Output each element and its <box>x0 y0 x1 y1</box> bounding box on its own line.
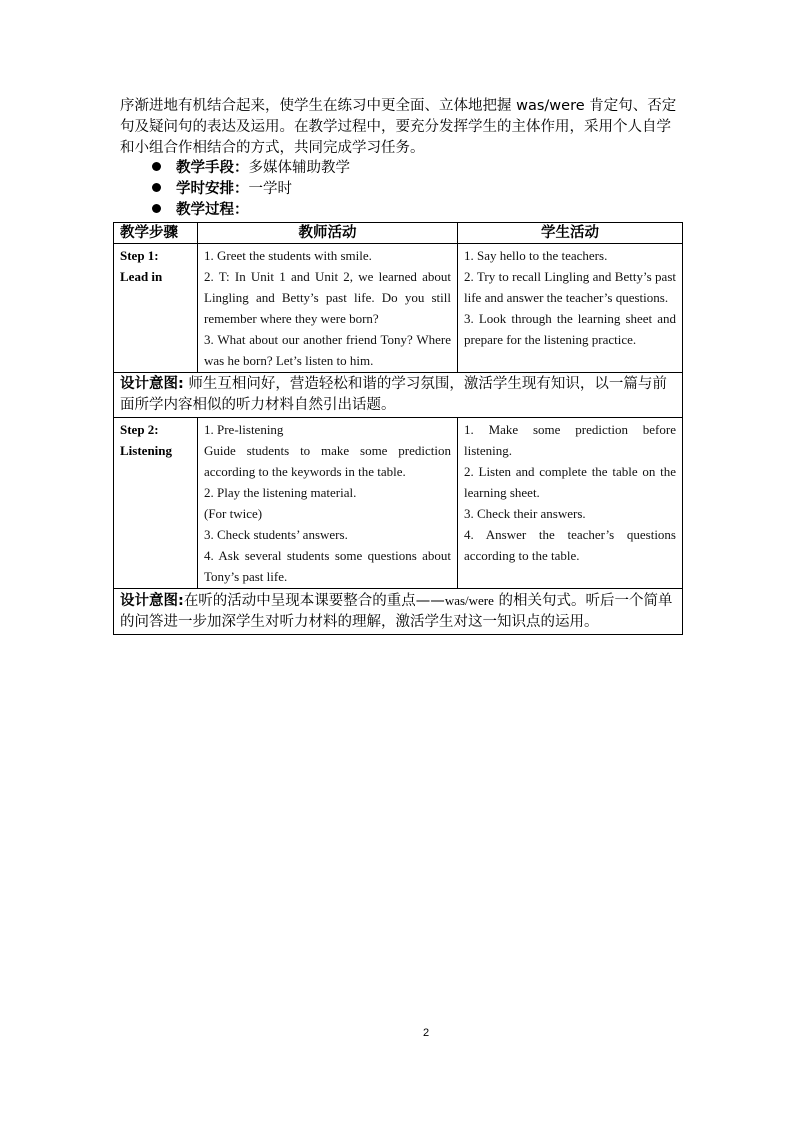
bullet-label: 教学手段： <box>176 160 249 176</box>
intro-paragraph: 序渐进地有机结合起来，使学生在练习中更全面、立体地把握 was/were 肯定句、否定句及疑问句的表达及运用。在教学过程中，要充分发挥学生的主体作用，采用个人自学和小组合作相结合的方式，共同完成学习任务。 <box>120 98 677 156</box>
step2-teacher-activity <box>198 418 458 589</box>
header-student-activity: 学生活动 <box>458 223 683 244</box>
teacher-activity-line: 1. Pre-listening <box>204 422 284 437</box>
bullet-label: 学时安排： <box>176 181 249 197</box>
teacher-activity-line: 2. T: In Unit 1 and Unit 2, we learned about Lingling and Betty’s past life. Do you still remember where they were born? <box>204 269 451 326</box>
bullet-label: 教学过程： <box>176 202 249 218</box>
table-row-step1-design <box>114 373 683 418</box>
table-row-step1 <box>114 244 683 373</box>
step2-student-activity <box>458 418 683 589</box>
student-activity-line: 4. Answer the teacher’s questions according to the table. <box>464 527 676 563</box>
bullet-value: 多媒体辅助教学 <box>248 160 350 176</box>
lesson-plan-table <box>113 222 683 635</box>
bullet-list <box>152 158 350 221</box>
bullet-item-teaching-means <box>152 158 350 179</box>
student-activity-line: 3. Look through the learning sheet and prepare for the listening practice. <box>464 311 676 347</box>
step1-title <box>114 244 198 373</box>
bullet-dot-icon <box>152 183 161 192</box>
step-name: Listening <box>120 443 173 458</box>
table-header-row <box>114 223 683 244</box>
header-step: 教学步骤 <box>114 223 198 244</box>
teacher-activity-line: 4. Ask several students some questions about Tony’s past life. <box>204 548 451 584</box>
bullet-value: 一学时 <box>248 181 292 197</box>
step-name: Lead in <box>120 269 163 284</box>
table-row-step2 <box>114 418 683 589</box>
bullet-item-schedule <box>152 179 350 200</box>
bullet-item-process <box>152 200 350 221</box>
student-activity-line: 2. Listen and complete the table on the learning sheet. <box>464 464 676 500</box>
teacher-activity-line: 3. Check students’ answers. <box>204 527 348 542</box>
teacher-activity-line: 3. What about our another friend Tony? Where was he born? Let’s listen to him. <box>204 332 451 368</box>
design-label: 设计意图: <box>120 593 184 609</box>
step2-title <box>114 418 198 589</box>
student-activity-line: 3. Check their answers. <box>464 506 586 521</box>
bullet-dot-icon <box>152 204 161 213</box>
step1-student-activity <box>458 244 683 373</box>
design-text-before: 在听的活动中呈现本课要整合的重点—— <box>183 593 445 609</box>
bullet-dot-icon <box>152 162 161 171</box>
teacher-activity-line: Guide students to make some prediction according to the keywords in the table. <box>204 443 451 479</box>
design-text-keyword: was/were <box>444 593 494 608</box>
design-label: 设计意图: <box>120 376 184 392</box>
student-activity-line: 1. Say hello to the teachers. <box>464 248 608 263</box>
step1-design-intent <box>114 373 683 418</box>
page-number: 2 <box>423 1027 430 1039</box>
step-number: Step 1: <box>120 248 159 263</box>
teacher-activity-line: (For twice) <box>204 506 263 521</box>
design-text-after: 的相关句式。听后一个简单的问答进一步加深学生对听力材料的理解，激活学生对这一知识点的运用。 <box>120 593 673 630</box>
student-activity-line: 1. Make some prediction before listening. <box>464 422 676 458</box>
teacher-activity-line: 1. Greet the students with smile. <box>204 248 372 263</box>
teacher-activity-line: 2. Play the listening material. <box>204 485 357 500</box>
step1-teacher-activity <box>198 244 458 373</box>
student-activity-line: 2. Try to recall Lingling and Betty’s past life and answer the teacher’s questions. <box>464 269 676 305</box>
header-teacher-activity: 教师活动 <box>198 223 458 244</box>
design-text: 师生互相问好，营造轻松和谐的学习氛围，激活学生现有知识，以一篇与前面所学内容相似的听力材料自然引出话题。 <box>120 376 667 413</box>
step2-design-intent <box>114 589 683 635</box>
step-number: Step 2: <box>120 422 159 437</box>
table-row-step2-design <box>114 589 683 635</box>
